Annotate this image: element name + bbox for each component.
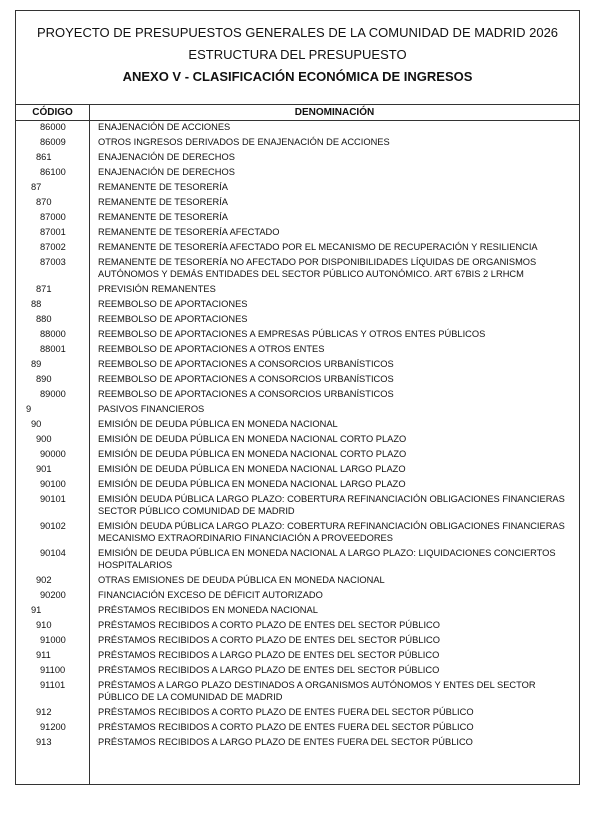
row-code: 90200 <box>40 590 66 600</box>
row-code: 90100 <box>40 479 66 489</box>
row-code: 910 <box>36 620 52 630</box>
row-code: 91000 <box>40 635 66 645</box>
row-description: EMISIÓN DE DEUDA PÚBLICA EN MONEDA NACIONAL <box>98 419 338 429</box>
row-code: 86100 <box>40 167 66 177</box>
row-code: 90102 <box>40 521 66 531</box>
document-subtitle: ESTRUCTURA DEL PRESUPUESTO <box>188 47 407 62</box>
row-description: PRÉSTAMOS RECIBIDOS A CORTO PLAZO DE ENTES FUERA DEL SECTOR PÚBLICO <box>98 722 474 732</box>
row-description: EMISIÓN DEUDA PÚBLICA LARGO PLAZO: COBERTURA REFINANCIACIÓN OBLIGACIONES FINANCIERAS MECANISMO EXTRAORDINARIO FINANCIACIÓN A PROVEEDORES <box>98 521 565 543</box>
row-code: 913 <box>36 737 52 747</box>
table-header <box>16 104 579 121</box>
row-code: 86000 <box>40 122 66 132</box>
row-code: 87000 <box>40 212 66 222</box>
row-code: 87002 <box>40 242 66 252</box>
row-code: 871 <box>36 284 52 294</box>
row-code: 890 <box>36 374 52 384</box>
row-code: 861 <box>36 152 52 162</box>
row-description: REEMBOLSO DE APORTACIONES A OTROS ENTES <box>98 344 325 354</box>
row-description: EMISIÓN DE DEUDA PÚBLICA EN MONEDA NACIONAL LARGO PLAZO <box>98 479 406 489</box>
row-description: PRÉSTAMOS RECIBIDOS A LARGO PLAZO DE ENTES DEL SECTOR PÚBLICO <box>98 650 440 660</box>
row-code: 86009 <box>40 137 66 147</box>
column-divider <box>89 104 90 784</box>
row-description: EMISIÓN DE DEUDA PÚBLICA EN MONEDA NACIONAL CORTO PLAZO <box>98 434 407 444</box>
row-description: PRÉSTAMOS RECIBIDOS EN MONEDA NACIONAL <box>98 605 318 615</box>
row-description: REEMBOLSO DE APORTACIONES <box>98 299 248 309</box>
row-code: 902 <box>36 575 52 585</box>
row-code: 91200 <box>40 722 66 732</box>
column-header-code: CÓDIGO <box>32 107 73 118</box>
row-description: EMISIÓN DEUDA PÚBLICA LARGO PLAZO: COBERTURA REFINANCIACIÓN OBLIGACIONES FINANCIERAS SECTOR PÚBLICO COMUNIDAD DE MADRID <box>98 494 565 516</box>
row-description: ENAJENACIÓN DE DERECHOS <box>98 152 235 162</box>
row-code: 87 <box>31 182 42 192</box>
row-description: ENAJENACIÓN DE DERECHOS <box>98 167 235 177</box>
row-code: 90 <box>31 419 42 429</box>
row-code: 88000 <box>40 329 66 339</box>
document-header <box>16 11 579 102</box>
row-description: OTROS INGRESOS DERIVADOS DE ENAJENACIÓN DE ACCIONES <box>98 137 390 147</box>
row-code: 87003 <box>40 257 66 267</box>
row-code: 91100 <box>40 665 66 675</box>
row-description: OTRAS EMISIONES DE DEUDA PÚBLICA EN MONEDA NACIONAL <box>98 575 385 585</box>
row-description: EMISIÓN DE DEUDA PÚBLICA EN MONEDA NACIONAL CORTO PLAZO <box>98 449 407 459</box>
row-code: 89 <box>31 359 42 369</box>
row-code: 88001 <box>40 344 66 354</box>
row-description: REMANENTE DE TESORERÍA NO AFECTADO POR DISPONIBILIDADES LÍQUIDAS DE ORGANISMOS AUTÓNOMOS Y DEMÁS ENTIDADES DEL SECTOR PÚBLICO AUTONÓMICO. ART 67BIS 2 LRHCM <box>98 257 537 279</box>
column-header-name: DENOMINACIÓN <box>294 107 375 118</box>
row-description: REMANENTE DE TESORERÍA <box>98 182 229 192</box>
row-description: PRÉSTAMOS RECIBIDOS A CORTO PLAZO DE ENTES DEL SECTOR PÚBLICO <box>98 635 441 645</box>
row-description: PRÉSTAMOS A LARGO PLAZO DESTINADOS A ORGANISMOS AUTÓNOMOS Y ENTES DEL SECTOR PÚBLICO DE LA COMUNIDAD DE MADRID <box>98 680 536 702</box>
row-description: ENAJENACIÓN DE ACCIONES <box>98 122 231 132</box>
row-code: 90000 <box>40 449 66 459</box>
row-description: PRÉSTAMOS RECIBIDOS A CORTO PLAZO DE ENTES DEL SECTOR PÚBLICO <box>98 620 441 630</box>
row-description: EMISIÓN DE DEUDA PÚBLICA EN MONEDA NACIONAL A LARGO PLAZO: LIQUIDACIONES CONCIERTOS HOSPITALARIOS <box>98 548 556 570</box>
row-code: 911 <box>36 650 51 660</box>
row-code: 901 <box>36 464 52 474</box>
document-title: PROYECTO DE PRESUPUESTOS GENERALES DE LA COMUNIDAD DE MADRID 2026 <box>36 25 559 40</box>
row-code: 880 <box>36 314 52 324</box>
row-description: PREVISIÓN REMANENTES <box>98 284 216 294</box>
row-description: REMANENTE DE TESORERÍA AFECTADO POR EL MECANISMO DE RECUPERACIÓN Y RESILIENCIA <box>98 242 538 252</box>
row-description: PRÉSTAMOS RECIBIDOS A LARGO PLAZO DE ENTES DEL SECTOR PÚBLICO <box>98 665 440 675</box>
row-code: 89000 <box>40 389 66 399</box>
row-description: REMANENTE DE TESORERÍA <box>98 212 229 222</box>
row-description: REEMBOLSO DE APORTACIONES A EMPRESAS PÚBLICAS Y OTROS ENTES PÚBLICOS <box>98 329 486 339</box>
row-description: REEMBOLSO DE APORTACIONES A CONSORCIOS URBANÍSTICOS <box>98 374 394 384</box>
row-description: PRÉSTAMOS RECIBIDOS A CORTO PLAZO DE ENTES FUERA DEL SECTOR PÚBLICO <box>98 707 474 717</box>
row-description: EMISIÓN DE DEUDA PÚBLICA EN MONEDA NACIONAL LARGO PLAZO <box>98 464 406 474</box>
row-description: REEMBOLSO DE APORTACIONES A CONSORCIOS URBANÍSTICOS <box>98 389 394 399</box>
row-code: 91101 <box>40 680 66 690</box>
row-code: 90104 <box>40 548 66 558</box>
row-description: REMANENTE DE TESORERÍA <box>98 197 229 207</box>
row-code: 870 <box>36 197 52 207</box>
row-description: FINANCIACIÓN EXCESO DE DÉFICIT AUTORIZADO <box>98 590 323 600</box>
row-description: PASIVOS FINANCIEROS <box>98 404 205 414</box>
row-code: 88 <box>31 299 42 309</box>
row-code: 90101 <box>40 494 66 504</box>
document-page <box>15 10 580 785</box>
row-description: REEMBOLSO DE APORTACIONES A CONSORCIOS URBANÍSTICOS <box>98 359 394 369</box>
row-description: REEMBOLSO DE APORTACIONES <box>98 314 248 324</box>
row-code: 87001 <box>40 227 66 237</box>
row-description: PRÉSTAMOS RECIBIDOS A LARGO PLAZO DE ENTES FUERA DEL SECTOR PÚBLICO <box>98 737 473 747</box>
row-description: REMANENTE DE TESORERÍA AFECTADO <box>98 227 280 237</box>
row-code: 91 <box>31 605 42 615</box>
row-code: 912 <box>36 707 52 717</box>
row-code: 900 <box>36 434 52 444</box>
annex-title: ANEXO V - CLASIFICACIÓN ECONÓMICA DE INGRESOS <box>122 69 473 84</box>
row-code: 9 <box>26 404 32 414</box>
